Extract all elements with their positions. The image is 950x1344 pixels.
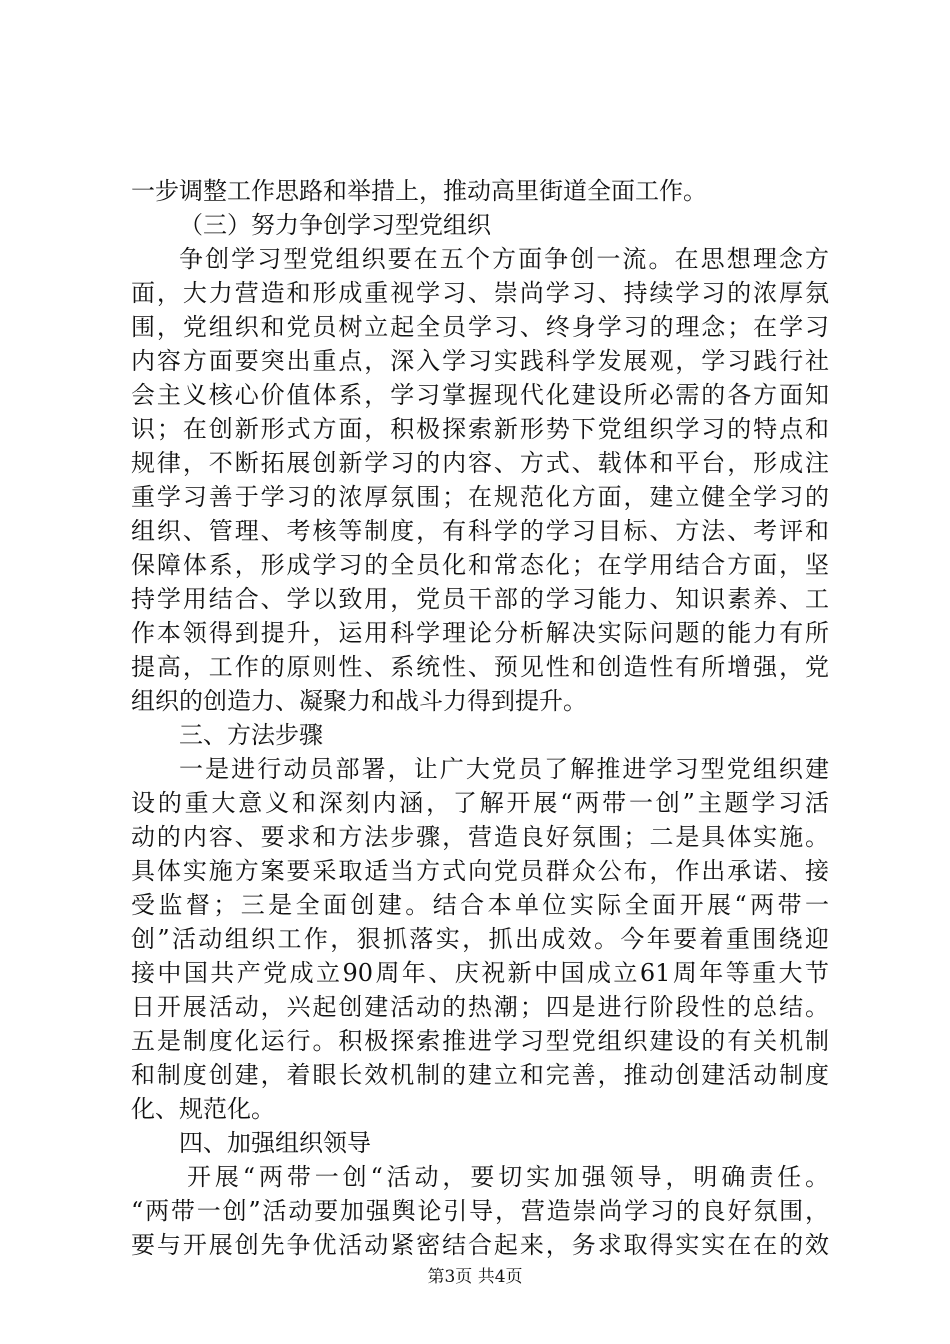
text-line: 创”活动组织工作，狠抓落实，抓出成效。今年要着重围绕迎 [131, 925, 829, 953]
document-body [131, 174, 829, 1262]
text-line: 开展“两带一创“活动，要切实加强领导，明确责任。 [187, 1163, 829, 1191]
text-line: 提高，工作的原则性、系统性、预见性和创造性有所增强，党 [131, 653, 829, 681]
text-line: （三）努力争创学习型党组织 [179, 211, 491, 239]
text-line: 化、规范化。 [131, 1095, 275, 1123]
page-footer: 第3页 共4页 [427, 1267, 523, 1287]
text-line: 接中国共产党成立90周年、庆祝新中国成立61周年等重大节 [131, 959, 829, 987]
text-line: 组织的创造力、凝聚力和战斗力得到提升。 [131, 687, 587, 715]
text-line: 三、方法步骤 [179, 721, 323, 749]
text-line: 识；在创新形式方面，积极探索新形势下党组织学习的特点和 [131, 415, 829, 443]
text-line: 一是进行动员部署，让广大党员了解推进学习型党组织建 [179, 755, 829, 783]
text-line: 日开展活动，兴起创建活动的热潮；四是进行阶段性的总结。 [131, 993, 829, 1021]
text-line: 组织、管理、考核等制度，有科学的学习目标、方法、考评和 [131, 517, 829, 545]
text-line: 重学习善于学习的浓厚氛围；在规范化方面，建立健全学习的 [131, 483, 829, 511]
text-line: 一步调整工作思路和举措上，推动高里街道全面工作。 [131, 177, 707, 205]
text-line: 保障体系，形成学习的全员化和常态化；在学用结合方面，坚 [131, 551, 829, 579]
text-line: 五是制度化运行。积极探索推进学习型党组织建设的有关机制 [131, 1027, 829, 1055]
text-line: 和制度创建，着眼长效机制的建立和完善，推动创建活动制度 [131, 1061, 829, 1089]
text-line: 受监督；三是全面创建。结合本单位实际全面开展“两带一 [131, 891, 829, 919]
text-line: 具体实施方案要采取适当方式向党员群众公布，作出承诺、接 [131, 857, 829, 885]
text-line: 要与开展创先争优活动紧密结合起来，务求取得实实在在的效 [131, 1231, 829, 1259]
text-line: 会主义核心价值体系，学习掌握现代化建设所必需的各方面知 [131, 381, 829, 409]
text-line: 持学用结合、学以致用，党员干部的学习能力、知识素养、工 [131, 585, 829, 613]
text-line: “两带一创”活动要加强舆论引导，营造崇尚学习的良好氛围， [131, 1197, 829, 1225]
text-line: 规律，不断拓展创新学习的内容、方式、载体和平台，形成注 [131, 449, 829, 477]
text-line: 面，大力营造和形成重视学习、崇尚学习、持续学习的浓厚氛 [131, 279, 829, 307]
text-line: 围，党组织和党员树立起全员学习、终身学习的理念；在学习 [131, 313, 829, 341]
text-line: 动的内容、要求和方法步骤，营造良好氛围；二是具体实施。 [131, 823, 829, 851]
text-line: 设的重大意义和深刻内涵，了解开展“两带一创”主题学习活 [131, 789, 829, 817]
text-line: 内容方面要突出重点，深入学习实践科学发展观，学习践行社 [131, 347, 829, 375]
text-line: 作本领得到提升，运用科学理论分析解决实际问题的能力有所 [131, 619, 829, 647]
text-line: 四、加强组织领导 [179, 1129, 371, 1157]
text-line: 争创学习型党组织要在五个方面争创一流。在思想理念方 [179, 245, 829, 273]
